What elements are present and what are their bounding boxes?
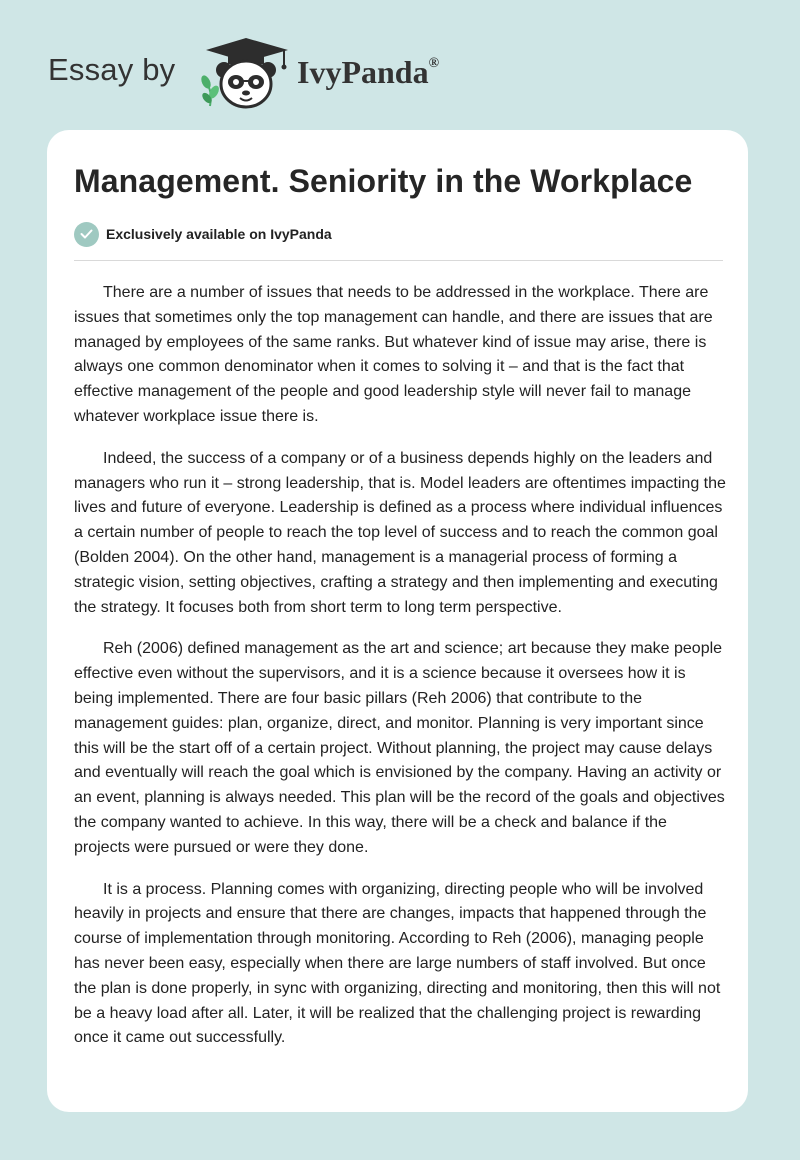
exclusive-badge: [74, 221, 332, 247]
trademark-symbol: ®: [428, 56, 440, 71]
site-header: [0, 0, 800, 130]
exclusive-badge-label: Exclusively available on IvyPanda: [106, 226, 332, 242]
page-title: Management. Seniority in the Workplace: [74, 163, 693, 199]
panda-logo-icon[interactable]: [200, 36, 292, 110]
paragraph: It is a process. Planning comes with organizing, directing people who will be involved heavily in projects and ensure that there are changes, impacts that happened through the course of implementation through monitoring. According to Reh (2006), managing people has never been easy, especially when there are large numbers of staff involved. But once the plan is done properly, in sync with organizing, directing and monitoring, then this will not be a heavy load after all. Later, it will be realized that the challenging project is rewarding once it came out successfully.: [74, 880, 721, 1047]
divider: [74, 260, 723, 261]
brand-name-text: IvyPanda: [297, 54, 429, 90]
essay-body: [74, 281, 726, 1068]
brand-name[interactable]: [297, 54, 439, 91]
paragraph: Indeed, the success of a company or of a business depends highly on the leaders and managers who run it – strong leadership, that is. Model leaders are oftentimes impacting the lives and future of everyone. Leadership is defined as a process where individual influences a certain number of people to reach the top level of success and to reach the common goal (Bolden 2004). On the other hand, management is a managerial process of forming a strategic vision, setting objectives, crafting a strategy and then implementing and executing the strategy. It focuses both from short term to long term perspective.: [74, 449, 726, 616]
paragraph: Reh (2006) defined management as the art and science; art because they make people effective even without the supervisors, and it is a science because it oversees how it is being implemented. There are four basic pillars (Reh 2006) that contribute to the management guides: plan, organize, direct, and monitor. Planning is very important since this will be the start off of a certain project. Without planning, the project may cause delays and eventually will reach the goal which is envisioned by the company. Having an activity or an event, planning is always needed. This plan will be the record of the goals and objectives the company wanted to achieve. In this way, there will be a check and balance if the projects were pursued or were they done.: [74, 640, 725, 856]
checkmark-icon: [74, 222, 99, 247]
paragraph: There are a number of issues that needs to be addressed in the workplace. There are issues that sometimes only the top management can handle, and there are issues that are managed by employees of the same ranks. But whatever kind of issue may arise, there is always one common denominator when it comes to solving it – and that is the fact that effective management of the people and good leadership style will never fail to manage whatever workplace issue there is.: [74, 284, 713, 425]
essay-card: [47, 130, 748, 1112]
brand-prefix: Essay by: [48, 52, 176, 87]
